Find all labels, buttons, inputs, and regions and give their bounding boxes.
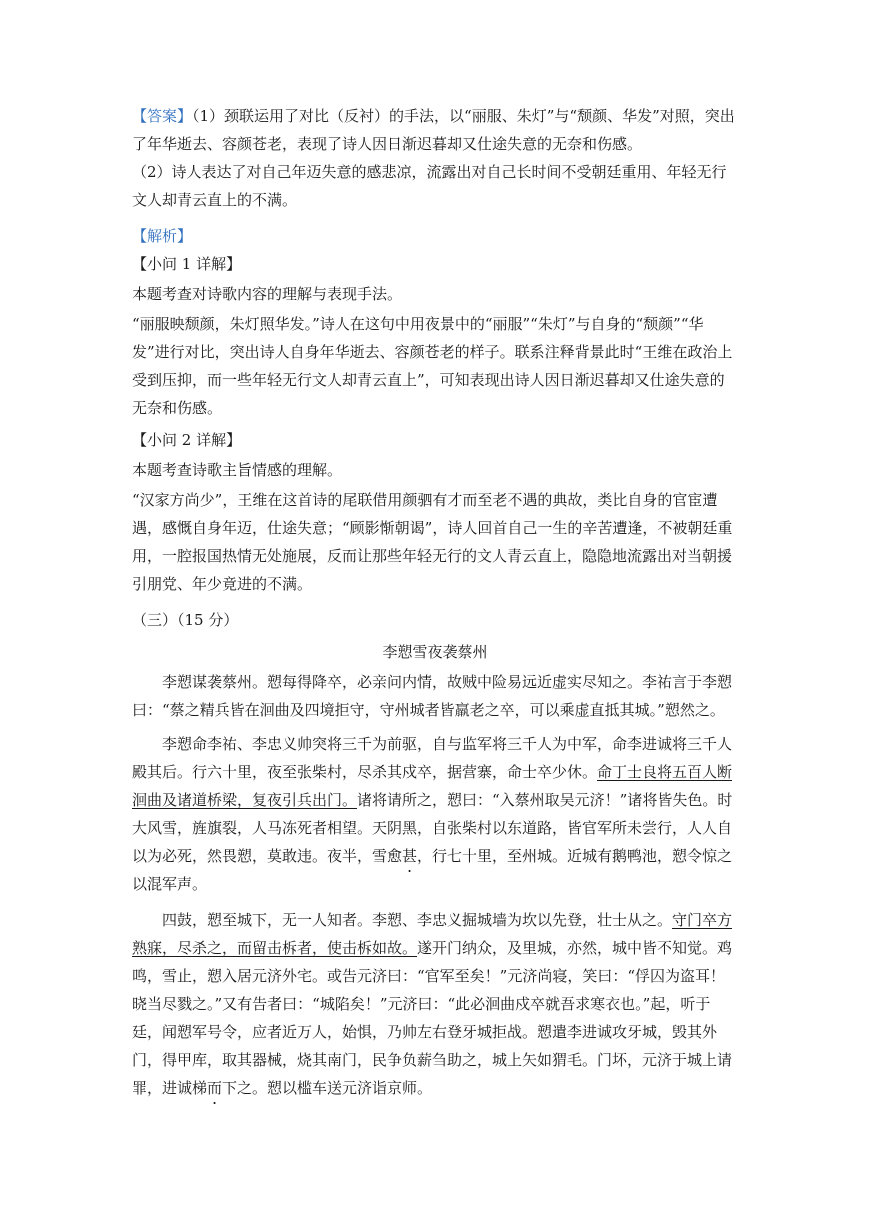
answer-part-1: （1）颈联运用了对比（反衬）的手法，以“丽服、朱灯”与“颓颜、华发”对照，突出了年华逝去、容颜苍老，表现了诗人因日渐迟暮却又仕途失意的无奈和伤感。 (132, 107, 735, 153)
q1-heading: 【小问 1 详解】 (132, 255, 242, 273)
emphasis-dotted-char-1: 愈 (387, 847, 403, 865)
analysis-tag: 【解析】 (132, 227, 193, 245)
emphasis-dotted-char-2: 梯 (192, 1079, 208, 1097)
passage-paragraph-3 (132, 906, 738, 1102)
paragraph-2-text-a: 李愬命李祐、李忠义帅突将三千为前驱，自与监军将三千人为中军，命李进诚将三千人殿其后。行六十里，夜至张柴村，尽杀其戍卒，据营寨，命士卒少休。 (132, 735, 733, 781)
answer-block (132, 102, 738, 158)
paragraph-3-text-b: 遂开门纳众，及里城，亦然，城中皆不知觉。鸡鸣，雪止，愬入居元济外宅。或告元济曰：“官军至矣！”元济尚寝，笑曰：“俘囚为盗耳！晓当尽戮之。”又有告者曰：“城陷矣！”元济曰：“此必洄曲戍卒就吾求寒衣也。”起，听于廷，闻愬军号令，应者近万人，始惧，乃帅左右登牙城拒战。愬遣李进诚攻牙城，毁其外门，得甲库，取其器械，烧其南门，民争负薪刍助之，城上矢如猬毛。门坏，元济于城上请罪，进诚 (132, 939, 733, 1097)
q1-intro: 本题考查对诗歌内容的理解与表现手法。 (132, 285, 403, 303)
paragraph-3-text-c: 而下之。愬以槛车送元济诣京师。 (207, 1079, 433, 1097)
underlined-sentence-1: 命丁士良将五百人断洄曲及诸道桥梁，复夜引兵出门。 (132, 763, 733, 809)
paragraph-3-text-a: 四鼓，愬至城下，无一人知者。李愬、李忠义掘城墙为坎以先登，壮士从之。 (162, 911, 673, 929)
q2-explanation: “汉家方尚少”，王维在这首诗的尾联借用颜驷有才而至老不遇的典故，类比自身的官宦遭遇，感慨自身年迈，仕途失意；“顾影惭朝谒”，诗人回首自己一生的辛苦遭逢，不被朝廷重用，一腔报国热情无处施展，反而让那些年轻无行的文人青云直上，隐隐地流露出对当朝援引朋党、年少竟进的不满。 (132, 491, 733, 593)
passage-paragraph-2 (132, 730, 738, 898)
answer-tag: 【答案】 (132, 107, 193, 125)
paragraph-2-text-b: 诸将请所之，愬曰：“入蔡州取吴元济！”诸将皆失色。时大风雪，旌旗裂，人马冻死者相望。天阴黑，自张柴村以东道路，皆官军所未尝行，人人自以为必死，然畏愬，莫敢违。夜半，雪 (132, 791, 733, 865)
passage-title: 李愬雪夜袭蔡州 (382, 643, 488, 661)
q2-heading: 【小问 2 详解】 (132, 431, 242, 449)
section-3-heading: （三）（15 分） (132, 611, 239, 629)
passage-paragraph-1: 李愬谋袭蔡州。愬每得降卒，必亲问内情，故贼中险易远近虚实尽知之。李祐言于李愬曰：“蔡之精兵皆在洄曲及四境拒守，守州城者皆羸老之卒，可以乘虚直抵其城。”愬然之。 (132, 673, 733, 719)
paragraph-2-text-c: 甚，行七十里，至州城。近城有鹅鸭池，愬令惊之以混军声。 (132, 847, 733, 893)
q2-intro: 本题考查诗歌主旨情感的理解。 (132, 461, 343, 479)
answer-part-2: （2）诗人表达了对自己年迈失意的感悲凉，流露出对自己长时间不受朝廷重用、年轻无行文人却青云直上的不满。 (132, 163, 727, 209)
underlined-sentence-2: 守门卒方熟寐，尽杀之，而留击柝者，使击柝如故。 (132, 911, 733, 957)
q1-explanation: “丽服映颓颜，朱灯照华发。”诗人在这句中用夜景中的“丽服”“朱灯”与自身的“颓颜”“华发”进行对比，突出诗人自身年华逝去、容颜苍老的样子。联系注释背景此时“王维在政治上受到压抑，而一些年轻无行文人却青云直上”，可知表现出诗人因日渐迟暮却又仕途失意的无奈和伤感。 (132, 315, 733, 417)
